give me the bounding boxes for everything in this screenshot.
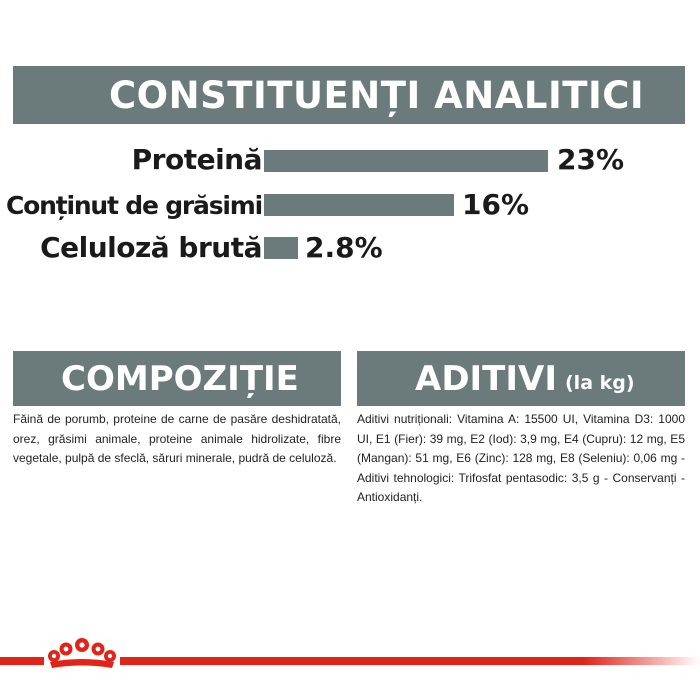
protein-bar [264, 150, 548, 172]
analytic-constituents-banner [13, 66, 685, 124]
additives-banner [357, 351, 685, 406]
fiber-bar [264, 237, 298, 259]
additives-title: ADITIVI [415, 358, 557, 399]
composition-text: Făină de porumb, proteine de carne de pasăre deshidratată, orez, grăsimi animale, proteine animale hidrolizate, fibre vegetale, pulpă de sfeclă, săruri minerale, pudră de celuloză. [13, 412, 341, 465]
fat-value: 16% [462, 188, 530, 221]
crown-icon [44, 638, 120, 674]
additives-subtitle: (la kg) [565, 371, 635, 394]
composition-title: COMPOZIȚIE [61, 358, 299, 399]
footer-line-left [0, 657, 44, 665]
additives-text: Aditivi nutriționali: Vitamina A: 15500 UI, Vitamina D3: 1000 UI, E1 (Fier): 39 mg, E2 (Iod): 3,9 mg, E4 (Cupru): 12 mg, E5 (Mangan): 51 mg, E6 (Zinc): 128 mg, E8 (Seleniu): 0,06 mg - Aditivi tehnologici: Trifosfat pentasodic: 3,5 g - Conservanți - Antioxidanți. [357, 412, 685, 504]
fat-label: Conținut de grăsimi [5, 191, 262, 220]
composition-banner [13, 351, 341, 406]
protein-value: 23% [557, 143, 625, 176]
fiber-label: Celuloză brută [40, 231, 262, 264]
fiber-value: 2.8% [305, 231, 383, 264]
protein-label: Proteină [131, 143, 262, 176]
protein-bar-track [264, 150, 548, 172]
analytic-constituents-title: CONSTITUENȚI ANALITICI [109, 73, 645, 117]
footer-line [120, 657, 700, 665]
fat-bar [264, 194, 454, 216]
